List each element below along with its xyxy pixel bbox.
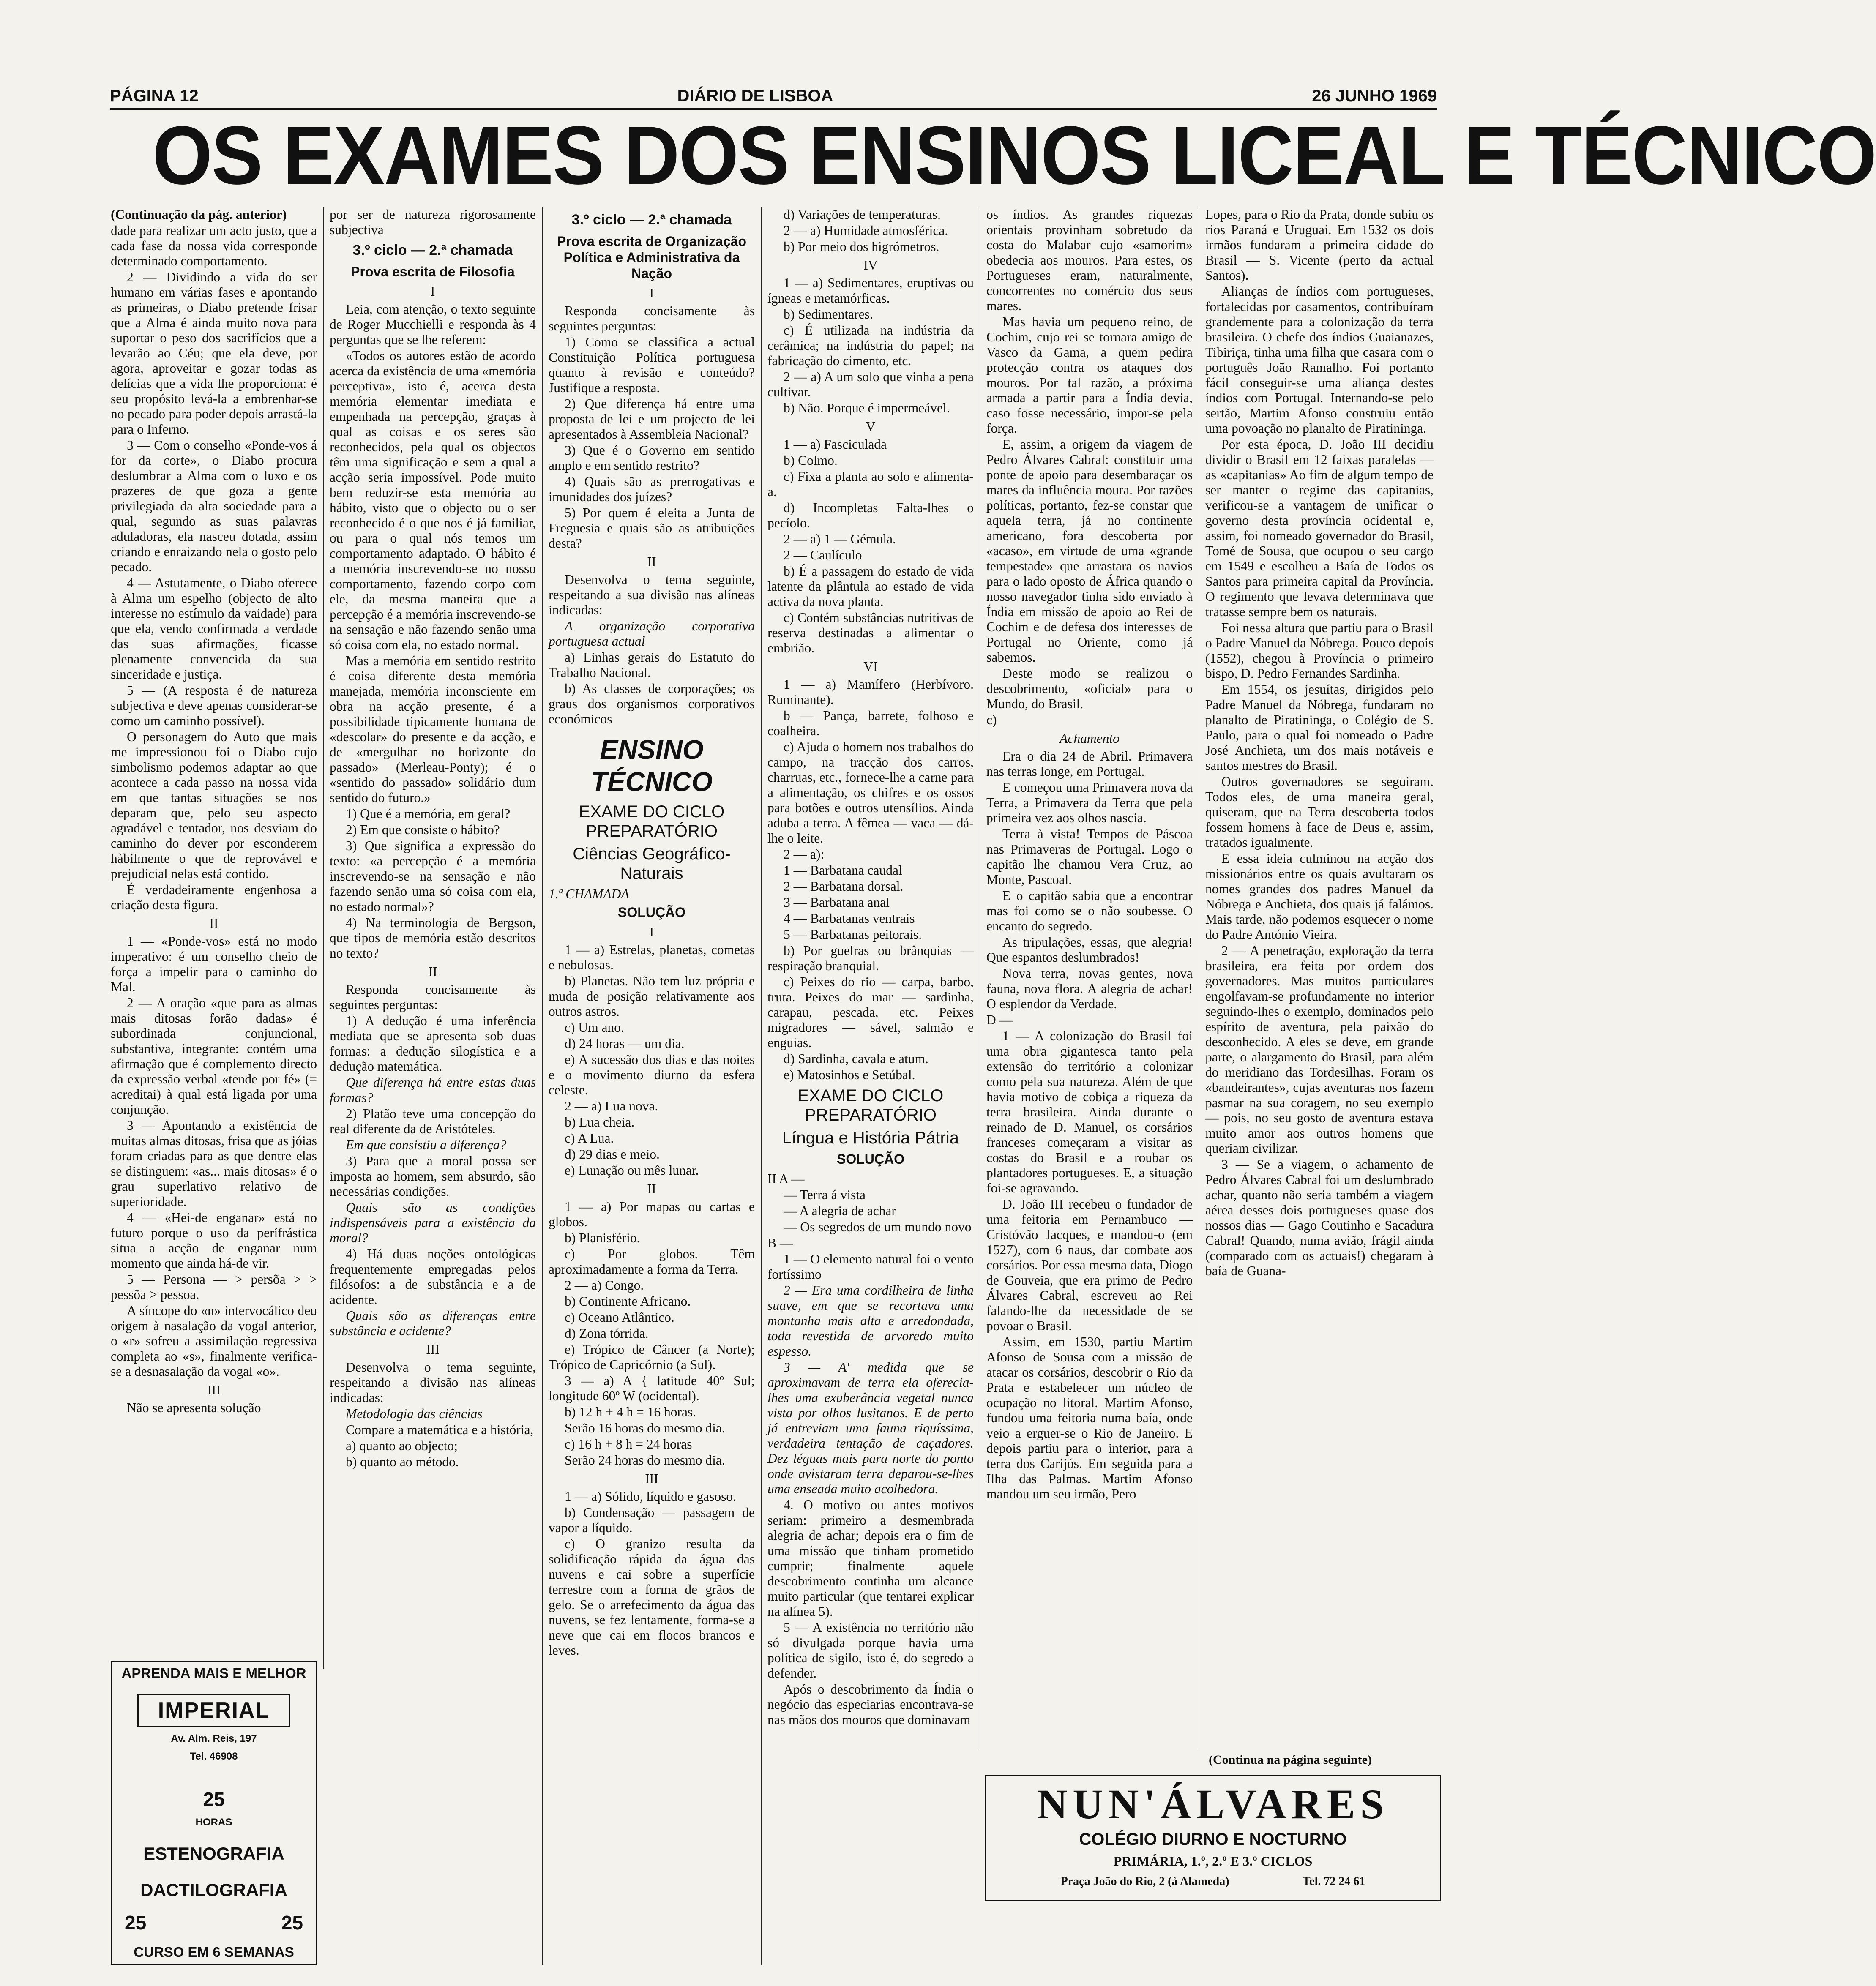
ad-hours-row	[112, 1911, 316, 1934]
section-number: I	[649, 286, 654, 300]
ad-address: Av. Alm. Reis, 197	[171, 1733, 257, 1744]
paragraph: 1 — «Ponde-vos» está no modo imperativo: é um conselho cheio de força a impelir para o caminho do Mal.	[111, 934, 317, 994]
paragraph: Assim, em 1530, partiu Martim Afonso de Sousa com a missão de atacar os corsários, descobrir o Rio da Prata e estabelecer um núcleo de ocupação no litoral. Martim Afonso, fundou uma feitoria numa baía, onde veio a erguer-se o Rio de Janeiro. E depois partiu para o interior, para a terra dos Carijós. Em seguida para a Ilha das Palmas. Martim Afonso mandou um seu irmão, Pero	[986, 1334, 1193, 1501]
masthead	[110, 80, 1437, 110]
paragraph: Foi nessa altura que partiu para o Brasil o Padre Manuel da Nóbrega. Pouco depois (1552), chegou à Província o primeiro bispo, D. Pedro Fernandes Sardinha.	[1205, 620, 1434, 681]
paragraph: d) Variações de temperaturas.	[784, 207, 941, 222]
exam-title: Prova escrita de Filosofia	[351, 264, 515, 279]
paragraph: 1 — a) Sedimentares, eruptivas ou ígneas e metamórficas.	[767, 276, 974, 306]
paragraph: 2 — A penetração, exploração da terra brasileira, era feita por ordem dos governadores. Mas muitos particulares engolfavam-se profundamente no interior seguindo-lhes o exemplo, dominados pelo espírito de aventura, pela paixão do desconhecido. A eles se deve, em grande parte, o alargamento do Brasil, para além do meridiano das Tordesilhas. Foram os «bandeirantes», cujas aventuras nos fazem pasmar na sua coragem, no seu exemplo — pois, no seu gosto de aventura estava muito amor aos outros homens que queriam civilizar.	[1205, 943, 1434, 1156]
paragraph: 1 — A colonização do Brasil foi uma obra gigantesca tanto pela extensão do território a colonizar como pela sua natureza. Além de que havia motivo de cobiça a riqueza da terra brasileira. Ainda durante o reinado de D. Manuel, os corsários franceses começaram a visitar as costas do Brasil e a roubar os plantadores portugueses. E, a situação foi-se agravando.	[986, 1028, 1193, 1195]
paragraph: Quais são as condições indispensáveis para a existência da moral?	[330, 1200, 536, 1245]
ad-course-left: ESTENOGRAFIA	[143, 1844, 284, 1863]
paragraph: Em que consistiu a diferença?	[346, 1138, 507, 1152]
issue-date: 26 JUNHO 1969	[1312, 87, 1437, 105]
solution-heading: SOLUÇÃO	[837, 1151, 904, 1167]
paragraph: 4 — Astutamente, o Diabo oferece à Alma um espelho (objecto de alto interesse no estímulo da vaidade) para que ela, vendo confirmada a verdade das suas afirmações, ficasse plenamente convencida da sua sinceridade e justiça.	[111, 576, 317, 682]
poem-title: Achamento	[1060, 731, 1120, 746]
paragraph: 1 — a) Mamífero (Herbívoro. Ruminante).	[767, 677, 974, 707]
paragraph: Quais são as diferenças entre substância e acidente?	[330, 1308, 536, 1338]
paragraph: 2 — A oração «que para as almas mais ditosas forão dadas» é subordinada conjuncional, substantiva, integrante: contém uma afirmação que é complemento directo da expressão verbal «tende por fé» (= acreditai) à qual está ligada por uma conjunção.	[111, 996, 317, 1117]
paragraph: 1 — a) Fasciculada	[784, 437, 887, 452]
paragraph: b) Não. Porque é impermeável.	[784, 401, 950, 415]
paragraph: 4. O motivo ou antes motivos seriam: primeiro a desmembrada alegria de achar; depois era o fim de uma missão que tinham prometido cumprir; finalmente aquele descobrimento continha um alcance muito particular (que tentarei explicar na alínea 5).	[767, 1498, 974, 1619]
paragraph: 4 — «Hei-de enganar» está no futuro porque o uso da perífrástica situa a acção de enganar num momento que ainda há-de vir.	[111, 1210, 317, 1271]
paragraph: 3) Que é o Governo em sentido amplo e em sentido restrito?	[549, 443, 755, 473]
paragraph: Após o descobrimento da Índia o negócio das especiarias encontrava-se nas mãos dos mouros que dominavam	[767, 1682, 974, 1727]
paragraph: b) Lua cheia.	[565, 1115, 635, 1129]
paragraph: 4 — Barbatanas ventrais	[784, 911, 915, 926]
paragraph: 3 — Se a viagem, o achamento de Pedro Álvares Cabral foi um deslumbrado achar, quanto não seria também a viagem aérea desses dois portugueses quase dos nossos dias — Gago Coutinho e Sacadura Cabral! Quando, numa avião, frágil ainda (comparado com os actuais!) chegaram à baía de Guana-	[1205, 1157, 1434, 1278]
paragraph: II A —	[767, 1171, 805, 1186]
ad-contact-row	[986, 1875, 1440, 1888]
paragraph: e) Matosinhos e Setúbal.	[784, 1067, 915, 1082]
paragraph: Nova terra, novas gentes, nova fauna, nova flora. A alegria de achar! O esplendor da Verdade.	[986, 966, 1193, 1011]
paragraph: 2) Platão teve uma concepção do real diferente da de Aristóteles.	[330, 1106, 536, 1136]
column-3	[549, 207, 755, 1965]
paragraph: c) Fixa a planta ao solo e alimenta-a.	[767, 469, 974, 499]
paragraph: b) Colmo.	[784, 453, 838, 468]
page-number: PÁGINA 12	[110, 87, 199, 105]
ad-school-name: NUN'ÁLVARES	[1037, 1781, 1389, 1828]
paragraph: 5 — Persona — > persõa > > pessõa > pessoa.	[111, 1272, 317, 1302]
ad-phone: Tel. 72 24 61	[1303, 1875, 1365, 1888]
column-1	[111, 207, 317, 1654]
ad-address: Praça João do Rio, 2 (à Alameda)	[1060, 1875, 1229, 1888]
paragraph: b) Planetas. Não tem luz própria e muda de posição relativamente aos outros astros.	[549, 974, 755, 1019]
paragraph: d) Zona tórrida.	[565, 1326, 649, 1341]
section-number: II	[428, 964, 437, 979]
paragraph: c) Peixes do rio — carpa, barbo, truta. Peixes do mar — sardinha, carapau, pescada, etc. Peixes migradores — sável, salmão e enguias.	[767, 974, 974, 1050]
exam-title: Prova escrita de Organização Política e Administrativa da Nação	[557, 234, 747, 281]
paragraph: d) 29 dias e meio.	[565, 1147, 660, 1162]
column-4	[767, 207, 974, 1965]
paragraph: 3) Que significa a expressão do texto: «a percepção é a memória inscrevendo-se na sensação e não fazendo senão uma só coisa com ela, no estado normal»?	[330, 838, 536, 914]
ad-nunalvares	[985, 1775, 1441, 1901]
exam-subject: Língua e História Pátria	[782, 1129, 959, 1147]
paragraph: 2 — a) A um solo que vinha a pena cultivar.	[767, 369, 974, 399]
paragraph: 2 — a) 1 — Gémula.	[784, 532, 896, 546]
paragraph: B —	[767, 1236, 793, 1250]
paragraph: 5 — (A resposta é de natureza subjectiva e deve apenas considerar-se como um caminho possível).	[111, 683, 317, 728]
paragraph: 3) Para que a moral possa ser imposta ao homem, sem absurdo, são necessárias condições.	[330, 1154, 536, 1199]
section-number: III	[426, 1342, 440, 1357]
paragraph: 5 — Barbatanas peitorais.	[784, 927, 922, 942]
paragraph: 1 — Barbatana caudal	[784, 863, 902, 878]
ad-brand: IMPERIAL	[137, 1694, 290, 1727]
paragraph: 2 — Dividindo a vida do ser humano em várias fases e apontando as primeiras, o Diabo pretende frisar que a Alma é ainda muito nova para suportar o peso dos sacrifícios que a levarão ao Céu; que ela deve, por agora, aproveitar e gozar todas as delícias que a vida lhe proporciona: é seu propósito levá-la a embrenhar-se no pecado para poder depois arrastá-la para o Inferno.	[111, 270, 317, 436]
paragraph: Compare a matemática e a história,	[346, 1422, 534, 1437]
paragraph: e) Trópico de Câncer (a Norte); Trópico de Capricórnio (a Sul).	[549, 1342, 755, 1372]
paragraph: e) A sucessão dos dias e das noites e o movimento diurno da esfera celeste.	[549, 1052, 755, 1097]
paragraph: 4) Na terminologia de Bergson, que tipos de memória estão descritos no texto?	[330, 915, 536, 960]
paragraph: 1 — a) Por mapas ou cartas e globos.	[549, 1199, 755, 1229]
section-heading: 3.º ciclo — 2.ª chamada	[352, 242, 513, 258]
paragraph: c) Um ano.	[565, 1020, 624, 1035]
paragraph: A síncope do «n» intervocálico deu origem à nasalação da vogal anterior, o «r» sofreu a assimilação regressiva completa ao «s», finalmente verifica-se a desnasalação da vogal «o».	[111, 1303, 317, 1379]
continuation-note: (Continuação da pág. anterior)	[111, 207, 287, 222]
section-number: IV	[863, 258, 878, 273]
paragraph: b) Por meio dos higrómetros.	[784, 239, 939, 254]
section-number: V	[866, 419, 876, 434]
ad-hours-right: 25	[281, 1912, 303, 1934]
ad-hours-top: 25	[203, 1788, 225, 1810]
section-number: III	[207, 1383, 221, 1397]
paragraph: b) As classes de corporações; os graus dos organismos corporativos económicos	[549, 681, 755, 726]
paragraph: Responda concisamente às seguintes perguntas:	[330, 982, 536, 1012]
paragraph: b) Continente Africano.	[565, 1294, 691, 1309]
column-5	[986, 207, 1193, 1749]
paragraph: a) quanto ao objecto;	[346, 1438, 458, 1453]
paragraph: d) Incompletas Falta-lhes o pecíolo.	[767, 500, 974, 530]
paragraph: c)	[986, 712, 997, 727]
paragraph: c) Contém substâncias nutritivas de reserva destinadas a alimentar o embrião.	[767, 610, 974, 655]
paragraph: c) É utilizada na indústria da cerâmica; na indústria do papel; na fabricação do cimento, etc.	[767, 323, 974, 368]
paragraph: 1 — O elemento natural foi o vento fortíssimo	[767, 1252, 974, 1282]
ad-course-duration: CURSO EM 6 SEMANAS	[134, 1944, 294, 1960]
paragraph: D. João III recebeu o fundador de uma feitoria em Pernambuco — Cristóvão Jacques, e mandou-o (em 1527), com 6 naus, dar combate aos corsários. Por essa mesma data, Diogo de Gouveia, que era primo de Pedro Álvares Cabral, escreveu ao Rei falando-lhe da necessidade de se povoar o Brasil.	[986, 1197, 1193, 1333]
paragraph: 1) Como se classifica a actual Constituição Política portuguesa quanto à revisão e conteúdo? Justifique a resposta.	[549, 335, 755, 395]
section-number: I	[649, 925, 654, 939]
exam-heading: EXAME DO CICLO PREPARATÓRIO	[579, 802, 725, 840]
paragraph: 1 — a) Estrelas, planetas, cometas e nebulosas.	[549, 942, 755, 972]
section-number: III	[645, 1471, 658, 1486]
paragraph: Outros governadores se seguiram. Todos eles, de uma maneira geral, quiseram, que na Terra descoberta todos fossem homens à face de Deus e, assim, tratados igualmente.	[1205, 774, 1434, 850]
solution-heading: SOLUÇÃO	[618, 905, 685, 920]
paragraph: 2 — Barbatana dorsal.	[784, 879, 904, 894]
paragraph: b) 12 h + 4 h = 16 horas.	[565, 1405, 696, 1419]
continued-note: (Continua na página seguinte)	[1209, 1753, 1372, 1767]
paragraph: por ser de natureza rigorosamente subjectiva	[330, 207, 536, 237]
paragraph: 3 — Com o conselho «Ponde-vos á for da corte», o Diabo procura deslumbrar a Alma com o luxo e os prazeres de que goza a gente privilegiada da alta sociedade para a qual, segundo as suas palavras aduladoras, ela nasceu dotada, assim criando e enraizando nela o gosto pelo pecado.	[111, 438, 317, 574]
paragraph: c) Ajuda o homem nos trabalhos do campo, na tracção dos carros, charruas, etc., fornece-lhe a carne para a alimentação, os chifres e os ossos para botões e outros utensílios. Ainda aduba a terra. A fêmea — vaca — dá-lhe o leite.	[767, 739, 974, 846]
paragraph: Em 1554, os jesuítas, dirigidos pelo Padre Manuel da Nóbrega, fundaram no planalto de Piratininga, o Colégio de S. Paulo, para o qual foi nomeado o Padre José Anchieta, um dos mais notáveis e santos mestres do Brasil.	[1205, 682, 1434, 773]
paragraph: E essa ideia culminou na acção dos missionários entre os quais avultaram os nomes grandes dos padres Manuel da Nóbrega e Anchieta, dos quais já falámos. Mais tarde, não podemos esquecer o nome do Padre António Vieira.	[1205, 851, 1434, 942]
column-2	[330, 207, 536, 1965]
paragraph: c) A Lua.	[565, 1131, 614, 1146]
paragraph: 5) Por quem é eleita a Junta de Freguesia e quais são as atribuições desta?	[549, 505, 755, 551]
paragraph: b — Pança, barrete, folhoso e coalheira.	[767, 708, 974, 738]
paragraph: os índios. As grandes riquezas orientais provinham sobretudo da costa do Malabar cujo «samorim» obedecia aos mouros. Para estes, os Portugueses eram, naturalmente, concorrentes no comércio dos seus mares.	[986, 207, 1193, 313]
paragraph: — A alegria de achar	[784, 1203, 896, 1218]
paragraph: Que diferença há entre estas duas formas?	[330, 1075, 536, 1105]
paragraph: Desenvolva o tema seguinte, respeitando a sua divisão nas alíneas indicadas:	[549, 572, 755, 617]
newspaper-name: DIÁRIO DE LISBOA	[677, 87, 833, 105]
call-label: 1.ª CHAMADA	[549, 887, 629, 901]
paragraph: Deste modo se realizou o descobrimento, «oficial» para o Mundo, do Brasil.	[986, 666, 1193, 711]
paragraph: — Terra á vista	[784, 1187, 866, 1202]
paragraph: Mas havia um pequeno reino, de Cochim, cujo rei se tornara amigo de Vasco da Gama, a quem pedira protecção contra os ataques dos mouros. Por tal razão, a próxima armada a partir para a Índia devia, caso fosse necessário, impor-se pela força.	[986, 314, 1193, 436]
paragraph: É verdadeiramente engenhosa a criação desta figura.	[111, 882, 317, 912]
section-number: II	[647, 1181, 656, 1196]
paragraph: Era o dia 24 de Abril. Primavera nas terras longe, em Portugal.	[986, 749, 1193, 779]
paragraph: «Todos os autores estão de acordo acerca da existência de uma «memória perceptiva», isto é, acerca desta memória elementar imediata e empenhada na percepção, graças à qual as coisas e os seres são reconhecidos, pela qual os objectos têm uma significação e sem a qual a acção seria impossível. Pode muito bem reduzir-se esta memória ao hábito, visto que o objecto ou o ser reconhecido é o que nos é já familiar, ou para o qual nós temos um comportamento adaptado. O hábito é a memória inscrevendo-se no nosso comportamento, fazendo corpo com ele, da mesma maneira que a percepção é a memória inscrevendo-se na sensação e não fazendo senão uma só coisa com ela, no estado normal.	[330, 348, 536, 652]
paragraph: 2 — Caulículo	[784, 548, 862, 562]
paragraph: Metodologia das ciências	[346, 1406, 483, 1421]
paragraph: Lopes, para o Rio da Prata, donde subiu os rios Paraná e Uruguai. Em 1532 os dois irmãos fundaram a primeira cidade do Brasil — S. Vicente (perto da actual Santos).	[1205, 207, 1434, 283]
ad-imperial	[111, 1661, 317, 1965]
ad-course-right: DACTILOGRAFIA	[140, 1880, 287, 1900]
paragraph: 2) Em que consiste o hábito?	[346, 822, 500, 837]
ad-hours-label: HORAS	[195, 1817, 232, 1828]
paragraph: Serão 24 horas do mesmo dia.	[565, 1453, 725, 1468]
column-6	[1205, 207, 1434, 1749]
section-number: VI	[863, 659, 878, 674]
paragraph: b) Condensação — passagem de vapor a líquido.	[549, 1505, 755, 1535]
paragraph: 2 — a):	[784, 847, 825, 862]
paragraph: E o capitão sabia que a encontrar mas foi como se o não soubesse. O encanto do segredo.	[986, 888, 1193, 933]
page-headline: OS EXAMES DOS ENSINOS LICEAL E TÉCNICO	[152, 109, 1876, 202]
paragraph: d) 24 horas — um dia.	[565, 1036, 685, 1051]
paragraph: 4) Há duas noções ontológicas frequentemente empregadas pelos filósofos: a de substância e a de acidente.	[330, 1247, 536, 1307]
paragraph: 3 — a) A { latitude 40º Sul; longitude 60º W (ocidental).	[549, 1373, 755, 1403]
paragraph: b) Por guelras ou brânquias — respiração branquial.	[767, 943, 974, 973]
column-rule	[761, 207, 762, 1965]
paragraph: Não se apresenta solução	[127, 1400, 261, 1415]
ad-school-type: COLÉGIO DIURNO E NOCTURNO	[1079, 1830, 1347, 1849]
paragraph: c) O granizo resulta da solidificação rápida da água das nuvens e cai sobre a superfície terrestre com a forma de grãos de gelo. Se o arrefecimento da água das nuvens, se fez lentamente, forma-se a neve que cai em flocos brancos e leves.	[549, 1536, 755, 1658]
paragraph: Responda concisamente às seguintes perguntas:	[549, 303, 755, 333]
ad-hours-left: 25	[125, 1912, 147, 1934]
paragraph: Mas a memória em sentido restrito é coisa diferente desta memória manejada, memória inconsciente em obra na acção presente, é a possibilidade tipicamente humana de «descolar» do presente e da acção, e de «mergulhar no horizonte do passado» (Merleau-Ponty); é o «sentido do passado» solidário dum sentido do futuro.»	[330, 653, 536, 805]
paragraph: e) Lunação ou mês lunar.	[565, 1163, 699, 1178]
column-rule	[323, 207, 324, 1669]
paragraph: Terra à vista! Tempos de Páscoa nas Primaveras de Portugal. Logo o capitão lhe chamou Vera Cruz, ao Monte, Pascoal.	[986, 827, 1193, 887]
paragraph: dade para realizar um acto justo, que a cada fase da nossa vida corresponde determinado comportamento.	[111, 223, 317, 268]
paragraph: 5 — A existência no território não só divulgada porque havia uma política de sigilo, isto é, do segredo a defender.	[767, 1620, 974, 1680]
paragraph: a) Linhas gerais do Estatuto do Trabalho Nacional.	[549, 650, 755, 680]
column-rule	[542, 207, 543, 1965]
ad-phone: Tel. 46908	[190, 1751, 238, 1762]
paragraph: Desenvolva o tema seguinte, respeitando a divisão nas alíneas indicadas:	[330, 1360, 536, 1405]
paragraph: O personagem do Auto que mais me impressionou foi o Diabo cujo simbolismo podemos adaptar ao que acontece a cada passo na nossa vida em que tantas situações se nos deparam que, pelo seu aspecto agradável e tentador, nos desviam do caminho do dever por esconderem hàbilmente o que de reprovável e prejudicial nelas está contido.	[111, 729, 317, 881]
paragraph: E começou uma Primavera nova da Terra, a Primavera da Terra que pela primeira vez aos olhos nascia.	[986, 780, 1193, 825]
paragraph: 4) Quais são as prerrogativas e imunidades dos juízes?	[549, 474, 755, 504]
section-banner: ENSINO TÉCNICO	[591, 734, 713, 797]
paragraph: 2) Que diferença há entre uma proposta de lei e um projecto de lei apresentados à Assembleia Nacional?	[549, 396, 755, 442]
paragraph: Alianças de índios com portugueses, fortalecidas por casamentos, contribuíram grandemente para a colonização da terra brasileira. O chefe dos índios Guaianazes, Tibiriça, tinha uma filha que casara com o português João Ramalho. Foi portanto fácil conseguir-se uma aliança destes índios com Portugal. Internando-se pelo sertão, Martim Afonso construiu então uma povoação no planalto de Piratininga.	[1205, 284, 1434, 436]
paragraph: c) Por globos. Têm aproximadamente a forma da Terra.	[549, 1247, 755, 1277]
section-heading: 3.º ciclo — 2.ª chamada	[571, 212, 732, 228]
paragraph: b) Planisfério.	[565, 1230, 640, 1245]
paragraph: c) Oceano Atlântico.	[565, 1310, 674, 1325]
paragraph: Por esta época, D. João III decidiu dividir o Brasil em 12 faixas paralelas — as «capitanias» Ao fim de algum tempo de ser manter o regime das capitanias, verificou-se a vantagem de unificar o governo desta província ocidental e, assim, foi nomeado governador do Brasil, Tomé de Sousa, que ocupou o seu cargo em 1549 e escolheu a Baía de Todos os Santos para primeira capital da Província. O regimento que levava determinava que tratasse sempre bem os naturais.	[1205, 437, 1434, 619]
paragraph: d) Sardinha, cavala e atum.	[784, 1051, 928, 1066]
paragraph: As tripulações, essas, que alegria! Que espantos deslumbrados!	[986, 935, 1193, 965]
ad-slogan: APRENDA MAIS E MELHOR	[121, 1665, 306, 1681]
paragraph: 1) Que é a memória, em geral?	[346, 806, 511, 821]
paragraph: 3 — Apontando a existência de muitas almas ditosas, frisa que as jóias foram criadas para as que dentre elas se distinguem: «as... mais ditosas» é o grau superlativo relativo de superioridade.	[111, 1118, 317, 1209]
section-number: I	[430, 284, 435, 299]
paragraph: b) É a passagem do estado de vida latente da plântula ao estado de vida activa da nova planta.	[767, 564, 974, 609]
paragraph: 1) A dedução é uma inferência mediata que se apresenta sob duas formas: a dedução silogística e a dedução matemática.	[330, 1013, 536, 1074]
paragraph: E, assim, a origem da viagem de Pedro Álvares Cabral: constituir uma ponte de apoio para desembaraçar os mares da influência moura. Por razões políticas, portanto, fez-se constar que aquela terra, já no continente americano, fora descoberta por «acaso», em virtude de uma «grande tempestade» que arrastara os navios para o lado oposto de África quando o nosso navegador tinha sido enviado à Índia em missão de apoio ao Rei de Cochim e de defesa dos interesses de Portugal no Oriente, como já sabemos.	[986, 437, 1193, 665]
paragraph: c) 16 h + 8 h = 24 horas	[565, 1437, 692, 1451]
paragraph: Serão 16 horas do mesmo dia.	[565, 1421, 725, 1435]
exam-heading: EXAME DO CICLO PREPARATÓRIO	[797, 1086, 944, 1124]
section-number: II	[647, 554, 656, 569]
paragraph: 2 — a) Congo.	[565, 1278, 644, 1293]
paragraph: — Os segredos de um mundo novo	[784, 1219, 972, 1234]
paragraph: Leia, com atenção, o texto seguinte de Roger Mucchielli e responda às 4 perguntas que se lhe referem:	[330, 302, 536, 347]
paragraph: D —	[986, 1012, 1013, 1027]
paragraph: A organização corporativa portuguesa actual	[549, 619, 755, 649]
paragraph: 3 — Barbatana anal	[784, 895, 890, 910]
exam-subject: Ciências Geográfico-Naturais	[573, 845, 731, 883]
section-number: II	[209, 916, 218, 931]
paragraph: 1 — a) Sólido, líquido e gasoso.	[565, 1489, 736, 1504]
paragraph: 2 — a) Humidade atmosférica.	[784, 223, 948, 238]
paragraph: 2 — Era uma cordilheira de linha suave, em que se recortava uma montanha mais alta e arredondada, toda revestida de arvoredo muito espesso.	[767, 1283, 974, 1359]
ad-school-levels: PRIMÁRIA, 1.º, 2.º E 3.º CICLOS	[1113, 1853, 1313, 1869]
paragraph: b) Sedimentares.	[784, 307, 873, 322]
paragraph: 3 — A' medida que se aproximavam de terra ela oferecia-lhes uma exuberância vegetal nunca vista por olhos lusitanos. E de perto já entreviam uma fauna riquíssima, verdadeira tentação de caçadores. Dez léguas mais para norte do ponto onde avistaram terra deparou-se-lhes uma enseada muito acolhedora.	[767, 1360, 974, 1496]
paragraph: b) quanto ao método.	[346, 1454, 459, 1469]
paragraph: 2 — a) Lua nova.	[565, 1099, 658, 1113]
